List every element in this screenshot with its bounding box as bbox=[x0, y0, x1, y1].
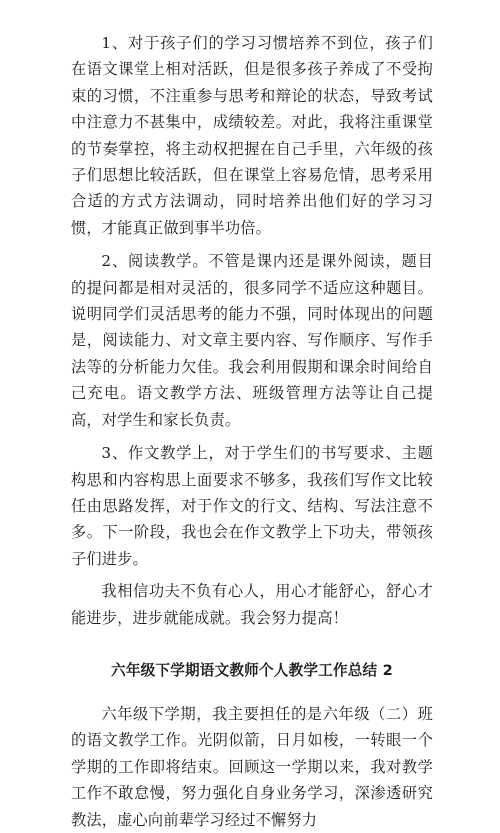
section-heading: 六年级下学期语文教师个人教学工作总结 2 bbox=[111, 661, 393, 679]
paragraph-composition-teaching: 3、作文教学上，对于学生们的书写要求、主题构思和内容构思上面要求不够多，我孩们写作文比较任由思路发挥，对于作文的行文、结构、写法注意不多。下一阶段，我也会在作文教学上下功夫，带领孩子们进步。 bbox=[71, 444, 433, 568]
document-page bbox=[71, 30, 433, 833]
paragraph-reading-teaching: 2、阅读教学。不管是课内还是课外阅读，题目的提问都是相对灵活的，很多同学不适应这种题目。说明同学们灵活思考的能力不强，同时体现出的问题是，阅读能力、对文章主要内容、写作顺序、写作手法等的分析能力欠佳。我会利用假期和课余时间给自己充电。语文教学方法、班级管理方法等让自己提高，对学生和家长负责。 bbox=[71, 252, 433, 429]
paragraph-study-habits: 1、对于孩子们的学习习惯培养不到位，孩子们在语文课堂上相对活跃，但是很多孩子养成了不受拘束的习惯，不注重参与思考和辩论的状态，导致考试中注意力不甚集中，成绩较差。对此，我将注重课堂的节奏掌控，将主动权把握在自己手里，六年级的孩子们思想比较活跃，但在课堂上容易危情，思考采用合适的方式方法调动，同时培养出他们好的学习习惯，才能真正做到事半功倍。 bbox=[71, 34, 433, 237]
paragraph-section2-intro: 六年级下学期，我主要担任的是六年级（二）班的语文教学工作。光阴似箭，日月如梭，一转眼一个学期的工作即将结束。回顾这一学期以来，我对教学工作不敢怠慢，努力强化自身业务学习，深渗透研究教法，虚心向前辈学习经过不懈努力 bbox=[71, 704, 433, 829]
paragraph-closing-statement: 我相信功夫不负有心人，用心才能舒心，舒心才能进步，进步就能成就。我会努力提高！ bbox=[71, 582, 433, 627]
